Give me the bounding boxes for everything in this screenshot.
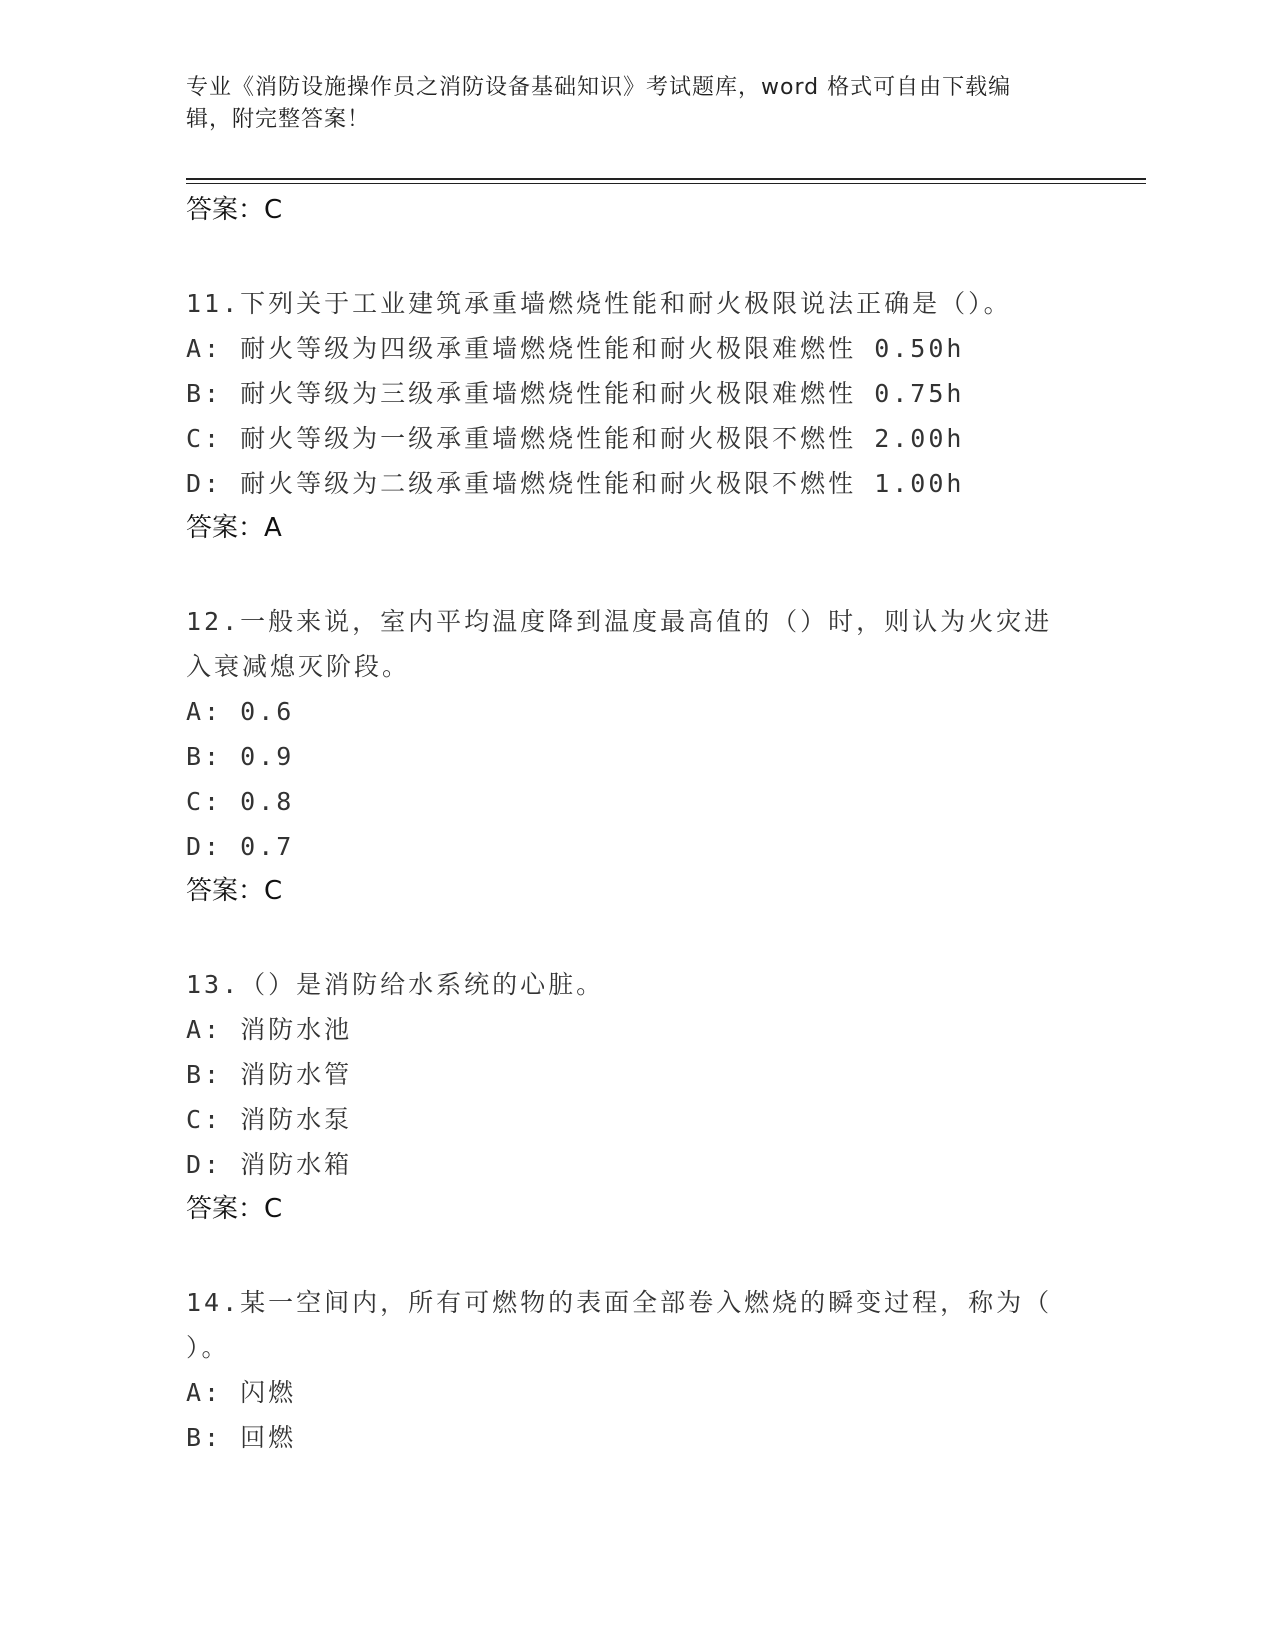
- option-a: A: 闪燃: [186, 1378, 297, 1407]
- question-13: [186, 962, 1086, 1232]
- option-c: C: 0.8: [186, 787, 295, 816]
- header-line-2: 辑，附完整答案！: [186, 107, 371, 132]
- option-c: C: 消防水泵: [186, 1105, 353, 1134]
- question-list: [186, 188, 1086, 1460]
- question-text-continued: 入衰减熄灭阶段。: [186, 652, 411, 681]
- header-line-1: 专业《消防设施操作员之消防设备基础知识》考试题库，word 格式可自由下载编: [186, 75, 1012, 100]
- question-text: 14.某一空间内，所有可燃物的表面全部卷入燃烧的瞬变过程，称为（: [186, 1288, 1053, 1317]
- option-a: A: 消防水池: [186, 1015, 353, 1044]
- option-b: B: 耐火等级为三级承重墙燃烧性能和耐火极限难燃性 0.75h: [186, 379, 965, 408]
- option-d: D: 耐火等级为二级承重墙燃烧性能和耐火极限不燃性 1.00h: [186, 469, 965, 498]
- option-a: A: 0.6: [186, 697, 295, 726]
- question-12: [186, 599, 1086, 914]
- answer-line: 答案：C: [186, 1194, 283, 1224]
- answer-line: 答案：C: [186, 195, 283, 225]
- question-14: [186, 1280, 1086, 1460]
- option-a: A: 耐火等级为四级承重墙燃烧性能和耐火极限难燃性 0.50h: [186, 334, 965, 363]
- header-rule-thin: [186, 183, 1146, 184]
- page-header: [186, 72, 1066, 136]
- option-d: D: 消防水箱: [186, 1150, 353, 1179]
- answer-line: 答案：C: [186, 876, 283, 906]
- question-text: 13.（）是消防给水系统的心脏。: [186, 970, 605, 999]
- question-text: 12.一般来说，室内平均温度降到温度最高值的（）时，则认为火灾进: [186, 607, 1053, 636]
- option-b: B: 回燃: [186, 1423, 297, 1452]
- question-text-continued: ）。: [186, 1333, 230, 1362]
- option-c: C: 耐火等级为一级承重墙燃烧性能和耐火极限不燃性 2.00h: [186, 424, 965, 453]
- question-text: 11.下列关于工业建筑承重墙燃烧性能和耐火极限说法正确是（）。: [186, 289, 1012, 318]
- option-d: D: 0.7: [186, 832, 295, 861]
- option-b: B: 消防水管: [186, 1060, 353, 1089]
- answer-line: 答案：A: [186, 513, 282, 543]
- option-b: B: 0.9: [186, 742, 295, 771]
- question-11: [186, 281, 1086, 551]
- header-rule-thick: [186, 178, 1146, 180]
